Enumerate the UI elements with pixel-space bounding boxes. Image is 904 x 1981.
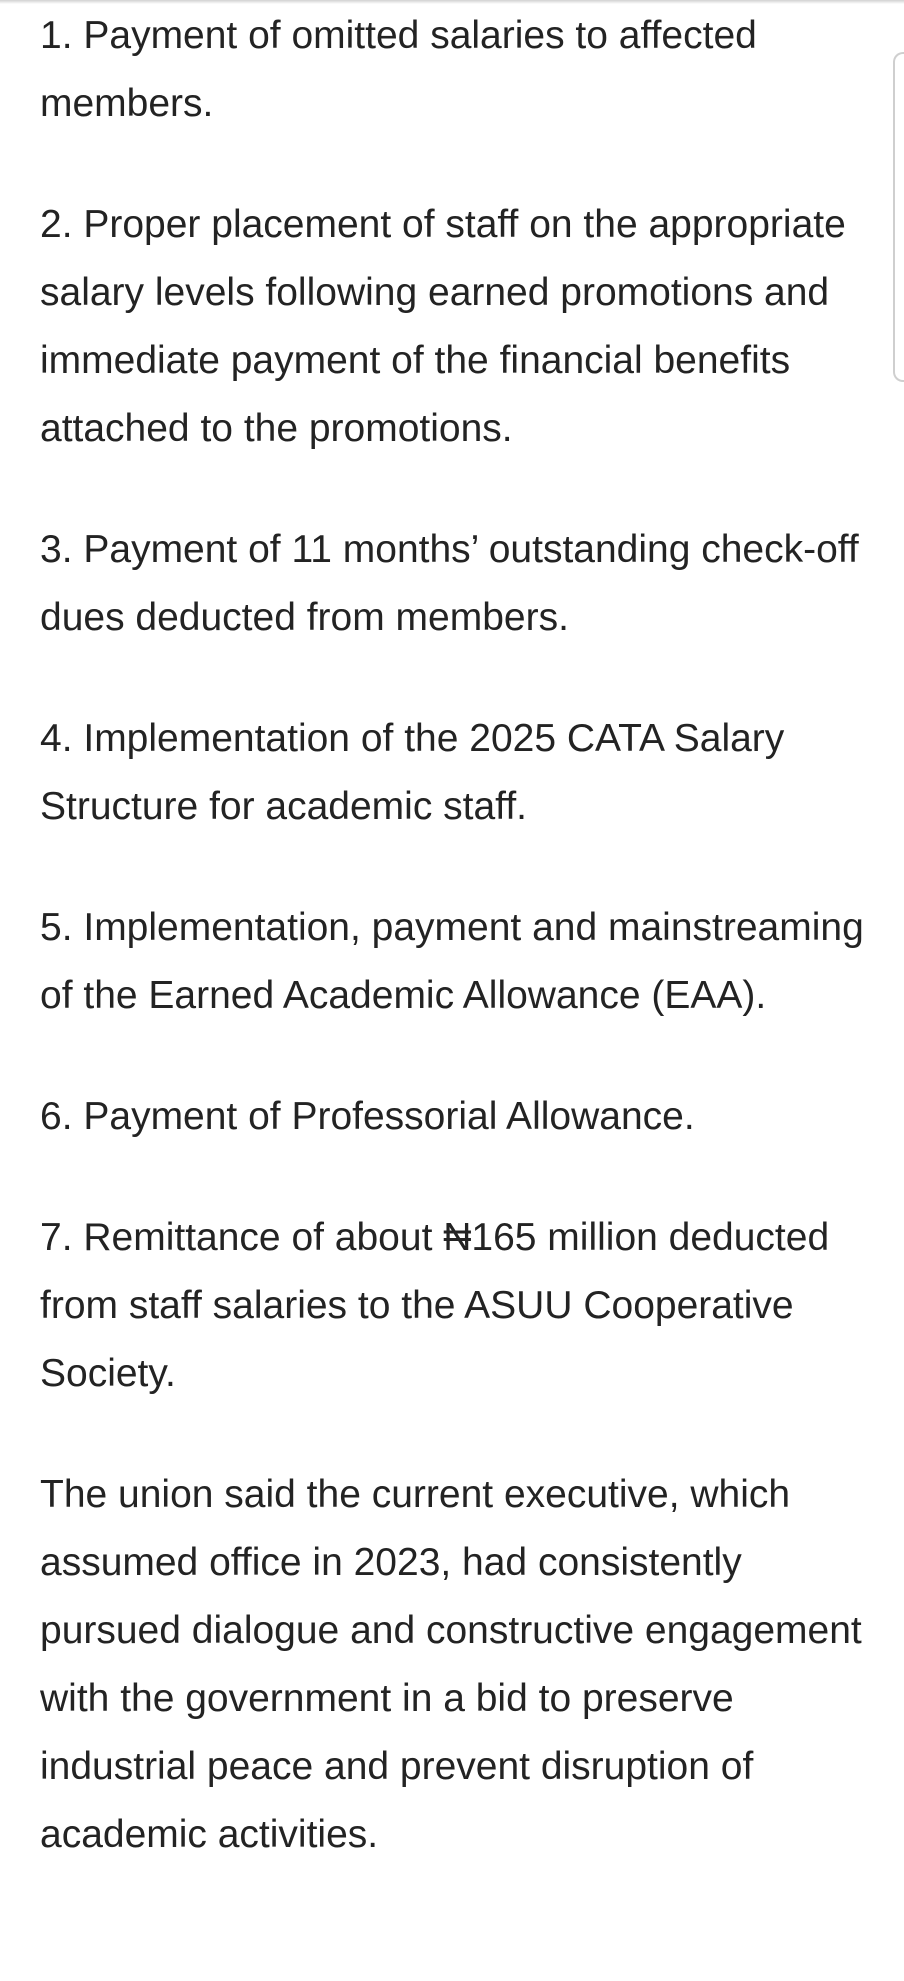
demand-item-4: 4. Implementation of the 2025 CATA Salary Structure for academic staff. — [40, 717, 785, 828]
demand-item-2: 2. Proper placement of staff on the appropriate salary levels following earned promotions and immediate payment of the financial benefits attached to the promotions. — [40, 203, 846, 450]
demand-item-3: 3. Payment of 11 months’ outstanding check-off dues deducted from members. — [40, 528, 859, 639]
side-panel-tab[interactable] — [893, 52, 904, 382]
article-body — [40, 2, 885, 1869]
closing-paragraph: The union said the current executive, which assumed office in 2023, had consistently pursued dialogue and constructive engagement with the government in a bid to preserve industrial peace and prevent disruption of academic activities. — [40, 1473, 862, 1856]
demand-item-7: 7. Remittance of about ₦165 million deducted from staff salaries to the ASUU Cooperative Society. — [40, 1216, 830, 1395]
demand-item-5: 5. Implementation, payment and mainstreaming of the Earned Academic Allowance (EAA). — [40, 906, 864, 1017]
demand-item-6: 6. Payment of Professorial Allowance. — [40, 1095, 695, 1138]
demand-item-1: 1. Payment of omitted salaries to affected members. — [40, 14, 757, 125]
